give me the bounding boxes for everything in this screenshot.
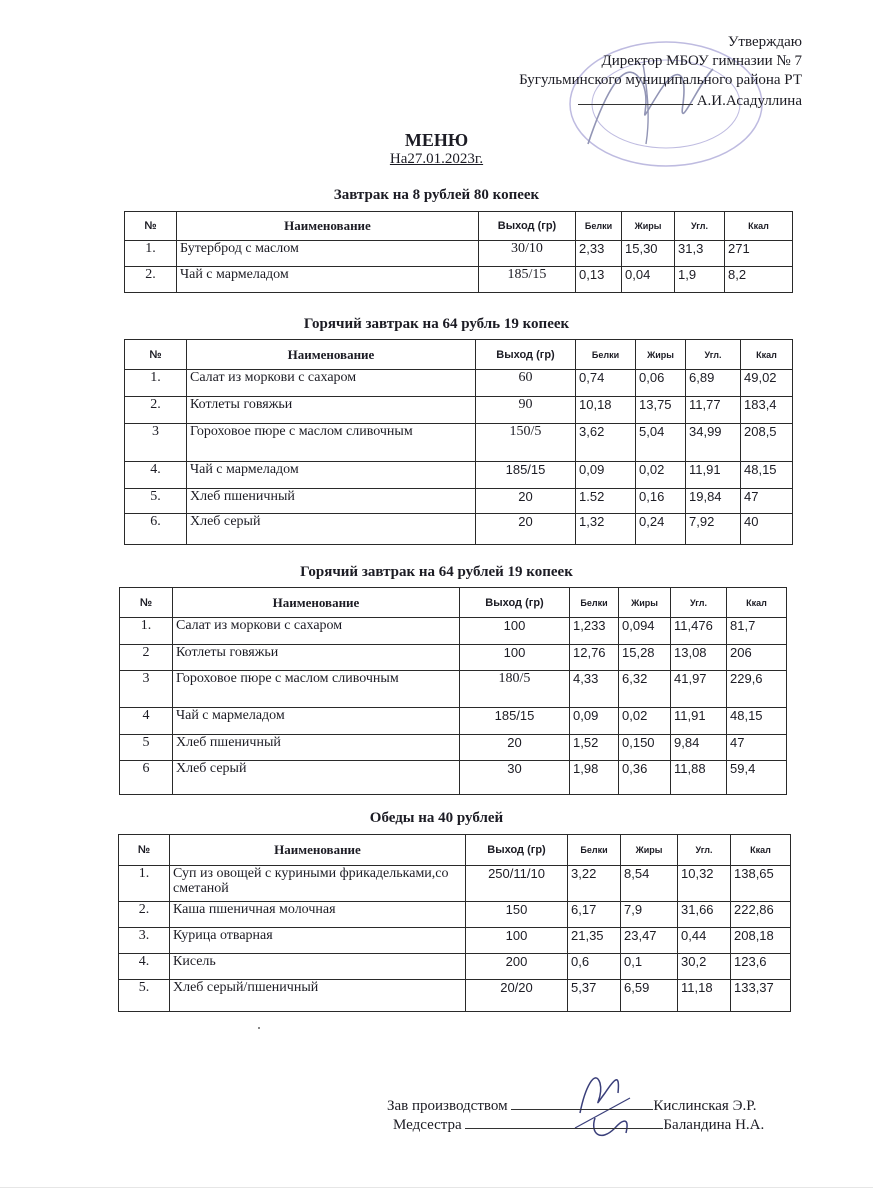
header-output: Выход (гр)	[466, 835, 568, 866]
cell-fat: 0,1	[621, 954, 678, 980]
cell-carbs: 13,08	[671, 645, 727, 671]
table-row	[120, 708, 787, 735]
approval-line-1: Утверждаю	[727, 34, 802, 50]
cell-protein: 3,22	[568, 866, 621, 902]
cell-name: Чай с мармеладом	[187, 462, 476, 489]
cell-carbs: 19,84	[686, 489, 741, 514]
cell-output: 100	[466, 928, 568, 954]
header-num: №	[119, 835, 170, 866]
header-kcal: Ккал	[741, 340, 793, 370]
production-name: Кислинская Э.Р.	[653, 1098, 757, 1114]
cell-fat: 0,04	[622, 267, 675, 293]
cell-carbs: 11,18	[678, 980, 731, 1012]
table-row	[125, 424, 793, 462]
cell-protein: 6,17	[568, 902, 621, 928]
cell-num: 6	[120, 761, 173, 795]
production-label: Зав производством	[387, 1098, 508, 1114]
header-output: Выход (гр)	[479, 212, 576, 241]
table-row	[125, 397, 793, 424]
cell-carbs: 10,32	[678, 866, 731, 902]
cell-output: 20	[476, 514, 576, 545]
cell-num: 2	[120, 645, 173, 671]
table-row	[119, 902, 791, 928]
approval-director-name: А.И.Асадуллина	[696, 93, 802, 109]
cell-name: Хлеб серый	[187, 514, 476, 545]
table-row	[120, 618, 787, 645]
cell-num: 3	[120, 671, 173, 708]
header-carbs: Угл.	[678, 835, 731, 866]
cell-name: Суп из овощей с куриными фрикадельками,со сметаной	[170, 866, 466, 902]
cell-protein: 12,76	[570, 645, 619, 671]
table-header-row	[125, 340, 793, 370]
table-header-row	[125, 212, 793, 241]
approval-line-2: Директор МБОУ гимназии № 7	[601, 53, 802, 69]
approval-line-3: Бугульминского муниципального района РТ	[519, 72, 802, 88]
cell-fat: 7,9	[621, 902, 678, 928]
cell-protein: 21,35	[568, 928, 621, 954]
cell-fat: 15,28	[619, 645, 671, 671]
table-row	[125, 370, 793, 397]
cell-fat: 13,75	[636, 397, 686, 424]
header-name: Наименование	[170, 835, 466, 866]
cell-kcal: 48,15	[727, 708, 787, 735]
table-header-row	[119, 835, 791, 866]
cell-kcal: 48,15	[741, 462, 793, 489]
cell-kcal: 208,18	[731, 928, 791, 954]
approval-block	[519, 33, 802, 111]
cell-carbs: 34,99	[686, 424, 741, 462]
cell-name: Бутерброд с маслом	[177, 241, 479, 267]
cell-kcal: 59,4	[727, 761, 787, 795]
cell-output: 100	[460, 618, 570, 645]
cell-name: Гороховое пюре с маслом сливочным	[187, 424, 476, 462]
menu-table-breakfast	[124, 211, 793, 293]
header-protein: Белки	[568, 835, 621, 866]
cell-kcal: 206	[727, 645, 787, 671]
scan-edge-line	[0, 1187, 873, 1188]
cell-carbs: 11,91	[686, 462, 741, 489]
cell-num: 5.	[125, 489, 187, 514]
cell-output: 30/10	[479, 241, 576, 267]
table-row	[119, 954, 791, 980]
cell-carbs: 6,89	[686, 370, 741, 397]
header-kcal: Ккал	[731, 835, 791, 866]
cell-fat: 6,59	[621, 980, 678, 1012]
cell-protein: 2,33	[576, 241, 622, 267]
page-title: МЕНЮ	[404, 130, 469, 150]
header-num: №	[125, 340, 187, 370]
cell-num: 4.	[125, 462, 187, 489]
table-row	[125, 514, 793, 545]
cell-protein: 4,33	[570, 671, 619, 708]
approval-signature-line	[578, 90, 693, 105]
cell-name: Кисель	[170, 954, 466, 980]
table-row	[120, 761, 787, 795]
cell-kcal: 81,7	[727, 618, 787, 645]
nurse-label: Медсестра	[393, 1117, 462, 1133]
header-name: Наименование	[173, 588, 460, 618]
cell-fat: 0,06	[636, 370, 686, 397]
cell-name: Гороховое пюре с маслом сливочным	[173, 671, 460, 708]
cell-num: 4.	[119, 954, 170, 980]
production-signature-line	[511, 1096, 653, 1110]
section-title-4: Обеды на 40 рублей	[369, 810, 504, 826]
cell-protein: 0,09	[576, 462, 636, 489]
cell-name: Котлеты говяжьи	[173, 645, 460, 671]
cell-fat: 0,16	[636, 489, 686, 514]
cell-output: 185/15	[479, 267, 576, 293]
cell-fat: 0,24	[636, 514, 686, 545]
cell-kcal: 271	[725, 241, 793, 267]
cell-name: Хлеб пшеничный	[187, 489, 476, 514]
cell-num: 2.	[125, 397, 187, 424]
cell-carbs: 11,476	[671, 618, 727, 645]
header-carbs: Угл.	[686, 340, 741, 370]
header-carbs: Угл.	[675, 212, 725, 241]
cell-output: 60	[476, 370, 576, 397]
cell-carbs: 11,77	[686, 397, 741, 424]
cell-output: 200	[466, 954, 568, 980]
cell-fat: 0,094	[619, 618, 671, 645]
header-carbs: Угл.	[671, 588, 727, 618]
cell-kcal: 123,6	[731, 954, 791, 980]
cell-kcal: 8,2	[725, 267, 793, 293]
table-row	[125, 462, 793, 489]
cell-output: 90	[476, 397, 576, 424]
menu-table-hot-breakfast-2	[119, 587, 787, 795]
table-row	[119, 928, 791, 954]
cell-protein: 1,52	[570, 735, 619, 761]
cell-kcal: 229,6	[727, 671, 787, 708]
cell-name: Хлеб пшеничный	[173, 735, 460, 761]
cell-protein: 1,233	[570, 618, 619, 645]
cell-name: Хлеб серый/пшеничный	[170, 980, 466, 1012]
cell-name: Чай с мармеладом	[173, 708, 460, 735]
cell-name: Салат из моркови с сахаром	[187, 370, 476, 397]
cell-fat: 0,02	[619, 708, 671, 735]
header-fat: Жиры	[619, 588, 671, 618]
cell-output: 30	[460, 761, 570, 795]
cell-output: 185/15	[460, 708, 570, 735]
header-protein: Белки	[576, 340, 636, 370]
header-fat: Жиры	[622, 212, 675, 241]
header-kcal: Ккал	[727, 588, 787, 618]
cell-protein: 1,32	[576, 514, 636, 545]
cell-carbs: 31,3	[675, 241, 725, 267]
section-title-1: Завтрак на 8 рублей 80 копеек	[333, 187, 540, 203]
table-row	[125, 267, 793, 293]
cell-carbs: 7,92	[686, 514, 741, 545]
cell-protein: 3,62	[576, 424, 636, 462]
header-fat: Жиры	[621, 835, 678, 866]
cell-carbs: 11,91	[671, 708, 727, 735]
cell-kcal: 222,86	[731, 902, 791, 928]
cell-fat: 23,47	[621, 928, 678, 954]
cell-kcal: 133,37	[731, 980, 791, 1012]
cell-protein: 0,74	[576, 370, 636, 397]
header-name: Наименование	[187, 340, 476, 370]
cell-num: 3	[125, 424, 187, 462]
cell-output: 185/15	[476, 462, 576, 489]
cell-fat: 0,36	[619, 761, 671, 795]
cell-output: 150/5	[476, 424, 576, 462]
cell-num: 3.	[119, 928, 170, 954]
cell-output: 180/5	[460, 671, 570, 708]
cell-num: 6.	[125, 514, 187, 545]
cell-output: 150	[466, 902, 568, 928]
cell-num: 1.	[125, 241, 177, 267]
cell-kcal: 138,65	[731, 866, 791, 902]
footer-nurse	[393, 1115, 764, 1134]
cell-name: Каша пшеничная молочная	[170, 902, 466, 928]
cell-fat: 8,54	[621, 866, 678, 902]
cell-carbs: 9,84	[671, 735, 727, 761]
header-num: №	[125, 212, 177, 241]
cell-protein: 1,98	[570, 761, 619, 795]
cell-output: 20/20	[466, 980, 568, 1012]
section-title-2: Горячий завтрак на 64 рубль 19 копеек	[303, 316, 570, 332]
cell-num: 2.	[119, 902, 170, 928]
cell-num: 5.	[119, 980, 170, 1012]
cell-num: 2.	[125, 267, 177, 293]
table-row	[125, 241, 793, 267]
cell-name: Хлеб серый	[173, 761, 460, 795]
table-header-row	[120, 588, 787, 618]
table-row	[125, 489, 793, 514]
nurse-name: Баландина Н.А.	[663, 1117, 765, 1133]
header-fat: Жиры	[636, 340, 686, 370]
cell-fat: 6,32	[619, 671, 671, 708]
table-row	[120, 735, 787, 761]
cell-carbs: 31,66	[678, 902, 731, 928]
cell-name: Чай с мармеладом	[177, 267, 479, 293]
cell-kcal: 208,5	[741, 424, 793, 462]
cell-num: 4	[120, 708, 173, 735]
cell-protein: 0,6	[568, 954, 621, 980]
nurse-signature-line	[465, 1115, 663, 1129]
cell-fat: 15,30	[622, 241, 675, 267]
cell-protein: 1.52	[576, 489, 636, 514]
header-output: Выход (гр)	[476, 340, 576, 370]
table-row	[120, 645, 787, 671]
section-title-3: Горячий завтрак на 64 рублей 19 копеек	[300, 564, 573, 580]
cell-output: 100	[460, 645, 570, 671]
cell-num: 1.	[120, 618, 173, 645]
cell-carbs: 30,2	[678, 954, 731, 980]
header-num: №	[120, 588, 173, 618]
footer-production	[387, 1096, 756, 1115]
cell-output: 20	[460, 735, 570, 761]
cell-kcal: 183,4	[741, 397, 793, 424]
cell-kcal: 40	[741, 514, 793, 545]
cell-fat: 0,150	[619, 735, 671, 761]
cell-name: Курица отварная	[170, 928, 466, 954]
header-protein: Белки	[576, 212, 622, 241]
header-kcal: Ккал	[725, 212, 793, 241]
cell-carbs: 11,88	[671, 761, 727, 795]
cell-kcal: 49,02	[741, 370, 793, 397]
header-protein: Белки	[570, 588, 619, 618]
cell-output: 250/11/10	[466, 866, 568, 902]
table-row	[119, 980, 791, 1012]
cell-name: Салат из моркови с сахаром	[173, 618, 460, 645]
cell-carbs: 41,97	[671, 671, 727, 708]
cell-protein: 10,18	[576, 397, 636, 424]
header-output: Выход (гр)	[460, 588, 570, 618]
menu-table-hot-breakfast-1	[124, 339, 793, 545]
cell-protein: 5,37	[568, 980, 621, 1012]
cell-protein: 0,09	[570, 708, 619, 735]
cell-protein: 0,13	[576, 267, 622, 293]
cell-name: Котлеты говяжьи	[187, 397, 476, 424]
menu-date	[0, 151, 873, 168]
cell-carbs: 1,9	[675, 267, 725, 293]
cell-carbs: 0,44	[678, 928, 731, 954]
cell-output: 20	[476, 489, 576, 514]
cell-num: 5	[120, 735, 173, 761]
cell-fat: 5,04	[636, 424, 686, 462]
menu-table-lunch	[118, 834, 791, 1012]
menu-date-text: На27.01.2023г.	[389, 151, 484, 167]
scan-speck	[258, 1027, 260, 1029]
table-row	[120, 671, 787, 708]
cell-kcal: 47	[727, 735, 787, 761]
cell-fat: 0,02	[636, 462, 686, 489]
cell-kcal: 47	[741, 489, 793, 514]
table-row	[119, 866, 791, 902]
header-name: Наименование	[177, 212, 479, 241]
cell-num: 1.	[119, 866, 170, 902]
cell-num: 1.	[125, 370, 187, 397]
